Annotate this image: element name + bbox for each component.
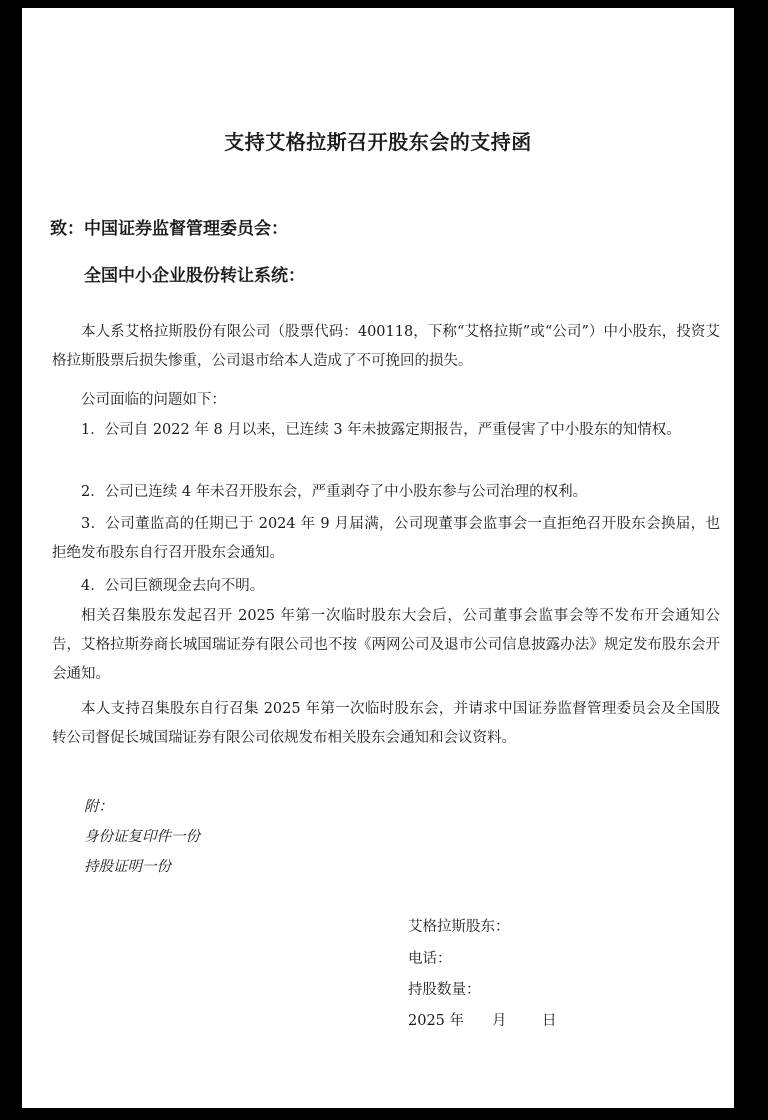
attachments-label: 附：	[84, 799, 113, 815]
signature-shares: 持股数量：	[408, 982, 481, 998]
request-paragraph: 本人支持召集股东自行召集 2025 年第一次临时股东会，并请求中国证券监督管理委员会及全国股转公司督促长城国瑞证券有限公司依规发布相关股东会通知和会议资料。	[52, 701, 720, 746]
signature-shareholder: 艾格拉斯股东：	[408, 919, 510, 935]
attachment-id-copy: 身份证复印件一份	[84, 829, 200, 845]
letter-page	[22, 8, 734, 1108]
date-month: 月	[492, 1013, 507, 1029]
signature-date	[408, 1009, 557, 1030]
attachment-holding-proof: 持股证明一份	[84, 859, 171, 875]
meeting-paragraph: 相关召集股东发起召开 2025 年第一次临时股东大会后，公司董事会监事会等不发布开会通知公告，艾格拉斯券商长城国瑞证券有限公司也不按《两网公司及退市公司信息披露办法》规定发布股东会开会通知。	[52, 608, 720, 682]
issue-item-1: 1．公司自 2022 年 8 月以来，已连续 3 年未披露定期报告，严重侵害了中小股东的知情权。	[81, 422, 681, 438]
date-day: 日	[542, 1013, 557, 1029]
letter-title: 支持艾格拉斯召开股东会的支持函	[224, 130, 532, 154]
issue-item-3: 3．公司董监高的任期已于 2024 年 9 月届满，公司现董事会监事会一直拒绝召开股东会换届，也拒绝发布股东自行召开股东会通知。	[52, 516, 720, 561]
addressee-csrc: 致：中国证券监督管理委员会：	[50, 219, 288, 239]
date-year: 2025 年	[408, 1013, 465, 1029]
intro-paragraph: 本人系艾格拉斯股份有限公司（股票代码：400118，下称“艾格拉斯”或“公司”）中小股东，投资艾格拉斯股票后损失惨重，公司退市给本人造成了不可挽回的损失。	[52, 324, 720, 369]
issue-item-2: 2．公司已连续 4 年未召开股东会，严重剥夺了中小股东参与公司治理的权利。	[81, 484, 588, 500]
addressee-neeq: 全国中小企业股份转让系统：	[84, 266, 305, 286]
issue-item-4: 4．公司巨额现金去向不明。	[81, 578, 265, 594]
signature-phone: 电话：	[408, 951, 452, 967]
issues-intro: 公司面临的问题如下：	[81, 392, 226, 408]
